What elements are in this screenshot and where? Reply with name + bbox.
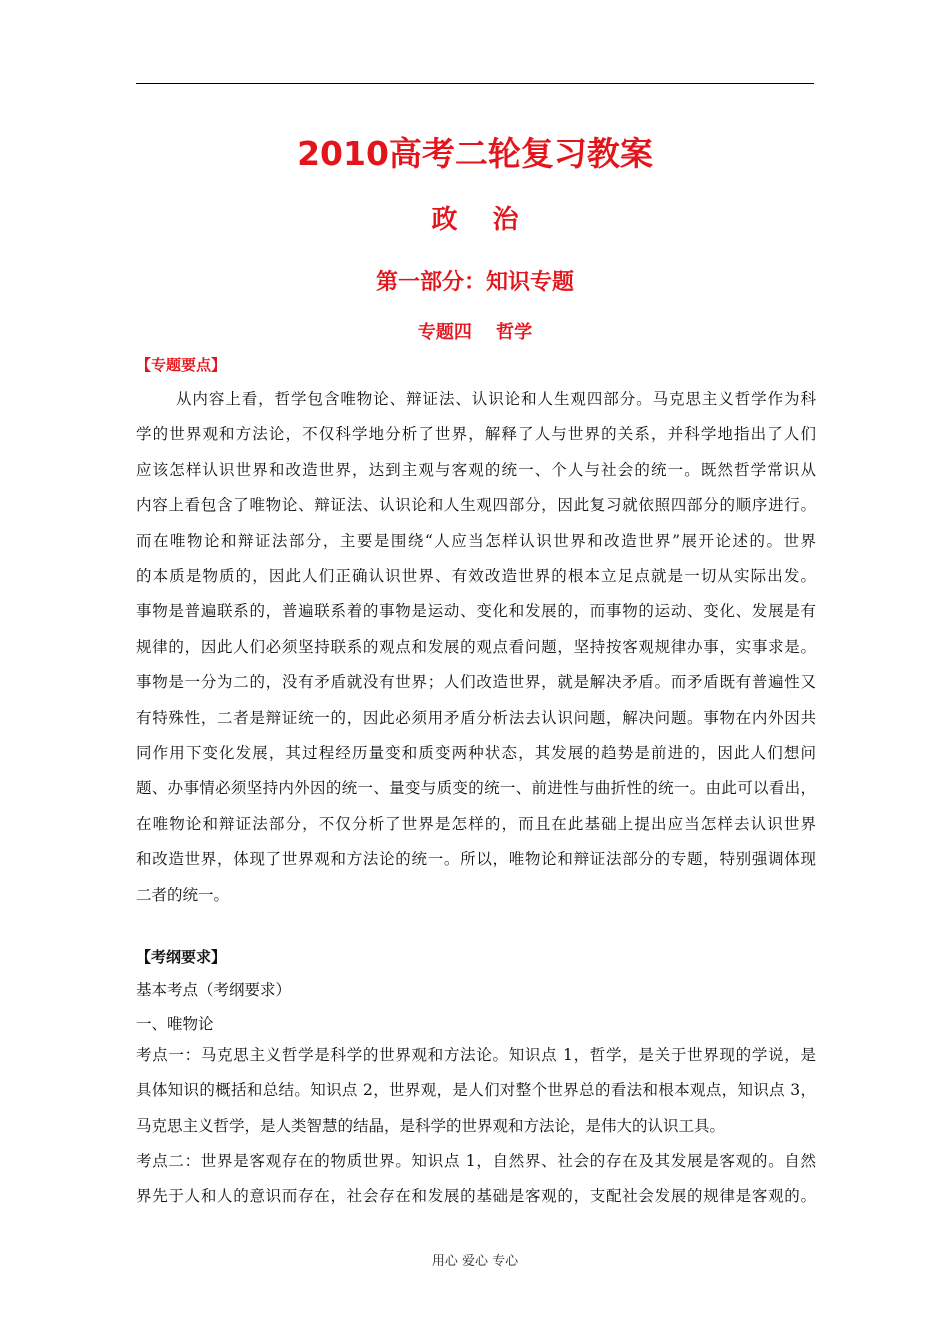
basic-points-label: 基本考点（考纲要求） <box>136 981 292 999</box>
paragraph-line: 有特殊性，二者是辩证统一的，因此必须用矛盾分析法去认识问题，解决问题。事物在内外因共 <box>136 708 816 727</box>
point-one-paragraph <box>136 1038 816 1144</box>
point-two-paragraph <box>136 1144 816 1215</box>
paragraph-line: 事物是一分为二的，没有矛盾就没有世界；人们改造世界，就是解决矛盾。而矛盾既有普遍性又 <box>136 673 816 692</box>
paragraph-line: 从内容上看，哲学包含唯物论、辩证法、认识论和人生观四部分。马克思主义哲学作为科 <box>176 390 816 408</box>
paragraph-line: 在唯物论和辩证法部分，不仅分析了世界是怎样的，而且在此基础上提出应当怎样去认识世界 <box>136 814 816 833</box>
paragraph-line: 二者的统一。 <box>136 885 230 904</box>
paragraph-line: 同作用下变化发展，其过程经历量变和质变两种状态，其发展的趋势是前进的，因此人们想问 <box>136 744 816 763</box>
header-rule <box>136 83 814 84</box>
paragraph-line: 规律的，因此人们必须坚持联系的观点和发展的观点看问题，坚持按客观规律办事，实事求是。 <box>136 637 816 656</box>
section-heading-key-points: 【专题要点】 <box>136 356 227 374</box>
paragraph-line: 内容上看包含了唯物论、辩证法、认识论和人生观四部分，因此复习就依照四部分的顺序进行。 <box>136 496 816 515</box>
paragraph-line: 考点二：世界是客观存在的物质世界。知识点 1，自然界、社会的存在及其发展是客观的。自然 <box>136 1152 816 1170</box>
paragraph-line: 考点一：马克思主义哲学是科学的世界观和方法论。知识点 1，哲学，是关于世界现的学说，是 <box>136 1046 816 1064</box>
paragraph-line: 学的世界观和方法论，不仅科学地分析了世界，解释了人与世界的关系，并科学地指出了人们 <box>136 425 816 444</box>
page-footer: 用心 爱心 专心 <box>431 1254 519 1269</box>
item-materialism: 一、唯物论 <box>136 1015 214 1033</box>
paragraph-line: 题、办事情必须坚持内外因的统一、量变与质变的统一、前进性与曲折性的统一。由此可以看出， <box>136 779 816 798</box>
key-points-paragraph <box>136 382 816 913</box>
subject-title: 政 治 <box>431 205 519 235</box>
part-title: 第一部分：知识专题 <box>375 270 574 295</box>
paragraph-line: 而在唯物论和辩证法部分，主要是围绕“人应当怎样认识世界和改造世界”展开论述的。世界 <box>136 531 816 550</box>
paragraph-line: 应该怎样认识世界和改造世界，达到主观与客观的统一、个人与社会的统一。既然哲学常识从 <box>136 460 816 479</box>
document-title: 2010高考二轮复习教案 <box>297 134 653 173</box>
paragraph-line: 事物是普遍联系的，普遍联系着的事物是运动、变化和发展的，而事物的运动、变化、发展是有 <box>136 602 816 621</box>
paragraph-line: 具体知识的概括和总结。知识点 2，世界观，是人们对整个世界总的看法和根本观点，知识点 3， <box>136 1081 816 1100</box>
paragraph-line: 界先于人和人的意识而存在，社会存在和发展的基础是客观的，支配社会发展的规律是客观的。 <box>136 1187 816 1206</box>
paragraph-line: 和改造世界，体现了世界观和方法论的统一。所以，唯物论和辩证法部分的专题，特别强调体现 <box>136 850 816 869</box>
paragraph-line: 马克思主义哲学，是人类智慧的结晶，是科学的世界观和方法论，是伟大的认识工具。 <box>136 1116 726 1135</box>
section-heading-syllabus: 【考纲要求】 <box>136 948 227 966</box>
topic-title: 专题四 哲学 <box>417 322 533 343</box>
paragraph-line: 的本质是物质的，因此人们正确认识世界、有效改造世界的根本立足点就是一切从实际出发。 <box>136 567 816 586</box>
